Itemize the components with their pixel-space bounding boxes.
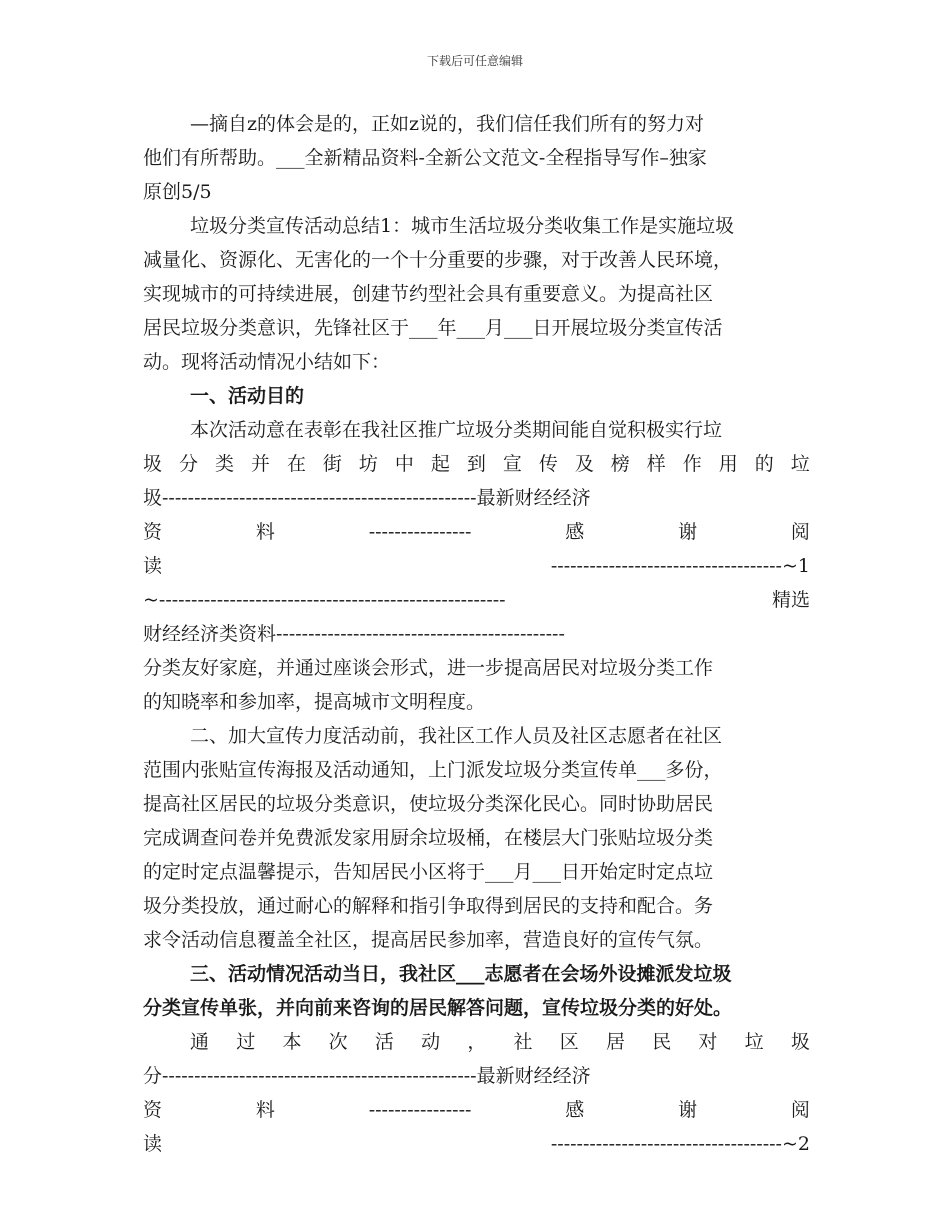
- text-segment: 坊: [358, 453, 378, 475]
- text-segment: 作: [682, 453, 702, 475]
- text-segment: 对: [698, 1031, 718, 1053]
- text-line: 垃圾分类宣传活动总结1：城市生活垃圾分类收集工作是实施垃圾: [190, 215, 735, 237]
- text-line: [143, 520, 810, 544]
- text-segment: ，: [467, 1031, 487, 1053]
- text-segment: 动: [421, 1031, 441, 1053]
- text-line: 二、加大宣传力度活动前，我社区工作人员及社区志愿者在社区: [190, 725, 723, 747]
- text-segment: 社: [513, 1031, 533, 1053]
- text-segment: ~------------------------------------------------------: [143, 589, 506, 611]
- text-segment: ------------------------------------~1: [550, 555, 810, 577]
- text-segment: 资: [143, 1099, 163, 1121]
- text-segment: 读: [143, 555, 163, 577]
- text-segment: 阅: [790, 521, 810, 543]
- text-segment: 感: [565, 521, 585, 543]
- text-segment: 传: [538, 453, 558, 475]
- text-line: [190, 1030, 810, 1054]
- text-line: 的定时定点温馨提示，告知居民小区将于___月___日开始定时定点垃: [143, 861, 714, 883]
- text-segment: 垃: [790, 453, 810, 475]
- text-segment: 类: [214, 453, 234, 475]
- text-line: [143, 1098, 810, 1122]
- text-segment: 用: [718, 453, 738, 475]
- text-segment: 及: [574, 453, 594, 475]
- text-line: 分-------------------------------------------------最新财经经济: [143, 1065, 591, 1087]
- text-segment: 通: [190, 1031, 210, 1053]
- text-line: 范围内张贴宣传海报及活动通知，上门派发垃圾分类宣传单___多份，: [143, 759, 723, 781]
- text-line: 本次活动意在表彰在我社区推广垃圾分类期间能自觉积极实行垃: [190, 419, 723, 441]
- text-segment: ----------------: [368, 521, 472, 543]
- text-segment: 次: [328, 1031, 348, 1053]
- text-segment: 料: [255, 521, 275, 543]
- text-segment: 垃: [744, 1031, 764, 1053]
- text-line: [143, 1132, 810, 1156]
- text-segment: 活: [374, 1031, 394, 1053]
- text-line: 圾-------------------------------------------------最新财经经济: [143, 487, 591, 509]
- text-segment: 的: [754, 453, 774, 475]
- text-line: 的知晓率和参加率，提高城市文明程度。: [143, 691, 486, 713]
- text-line: 提高社区居民的垃圾分类意识，使垃圾分类深化民心。同时协助居民: [143, 793, 714, 815]
- text-line: 分类宣传单张，并向前来咨询的居民解答问题，宣传垃圾分类的好处。: [143, 997, 733, 1019]
- text-line: 他们有所帮助。___全新精品资料-全新公文范文-全程指导写作–独家: [143, 147, 707, 169]
- text-segment: 并: [250, 453, 270, 475]
- text-line: 圾分类投放，通过耐心的解释和指引争取得到居民的支持和配合。务: [143, 895, 714, 917]
- text-line: —摘自z的体会是的，正如z说的，我们信任我们所有的努力对: [190, 113, 705, 135]
- text-segment: 街: [322, 453, 342, 475]
- text-segment: 本: [282, 1031, 302, 1053]
- text-segment: 在: [286, 453, 306, 475]
- text-line: 原创5/5: [143, 181, 212, 203]
- page-header: 下载后可任意编辑: [426, 54, 523, 68]
- text-segment: 谢: [678, 521, 698, 543]
- text-segment: 圾: [790, 1031, 810, 1053]
- text-segment: 样: [646, 453, 666, 475]
- text-line: 完成调查问卷并免费派发家用厨余垃圾桶，在楼层大门张贴垃圾分类: [143, 827, 714, 849]
- text-segment: 读: [143, 1133, 163, 1155]
- text-line: 实现城市的可持续进展，创建节约型社会具有重要意义。为提高社区: [143, 283, 714, 305]
- text-segment: 精选: [771, 589, 810, 611]
- text-segment: 料: [255, 1099, 275, 1121]
- text-segment: 谢: [678, 1099, 698, 1121]
- text-line: [143, 452, 810, 476]
- text-segment: 圾: [143, 453, 163, 475]
- text-line: 居民垃圾分类意识，先锋社区于___年___月___日开展垃圾分类宣传活: [143, 317, 723, 339]
- text-line: 一、活动目的: [190, 385, 305, 407]
- text-line: [143, 588, 810, 612]
- text-segment: 宣: [502, 453, 522, 475]
- text-segment: 感: [565, 1099, 585, 1121]
- text-segment: 区: [559, 1031, 579, 1053]
- text-segment: ----------------: [368, 1099, 472, 1121]
- text-line: 三、活动情况活动当日，我社区___志愿者在会场外设摊派发垃圾: [190, 963, 732, 985]
- text-segment: 榜: [610, 453, 630, 475]
- text-line: 动。现将活动情况小结如下：: [143, 351, 391, 373]
- text-line: 减量化、资源化、无害化的一个十分重要的步骤，对于改善人民环境，: [143, 249, 733, 271]
- text-segment: 分: [178, 453, 198, 475]
- text-segment: 资: [143, 521, 163, 543]
- text-segment: 民: [652, 1031, 672, 1053]
- text-segment: 居: [605, 1031, 625, 1053]
- text-segment: 到: [466, 453, 486, 475]
- text-line: 分类友好家庭，并通过座谈会形式，进一步提高居民对垃圾分类工作: [143, 657, 714, 679]
- text-line: 财经经济类资料---------------------------------------------: [143, 623, 565, 645]
- text-segment: 阅: [790, 1099, 810, 1121]
- text-segment: 中: [394, 453, 414, 475]
- text-segment: 起: [430, 453, 450, 475]
- text-line: 求令活动信息覆盖全社区，提高居民参加率，营造良好的宣传气氛。: [143, 929, 714, 951]
- text-line: [143, 554, 810, 578]
- text-segment: ------------------------------------~2: [550, 1133, 810, 1155]
- text-segment: 过: [236, 1031, 256, 1053]
